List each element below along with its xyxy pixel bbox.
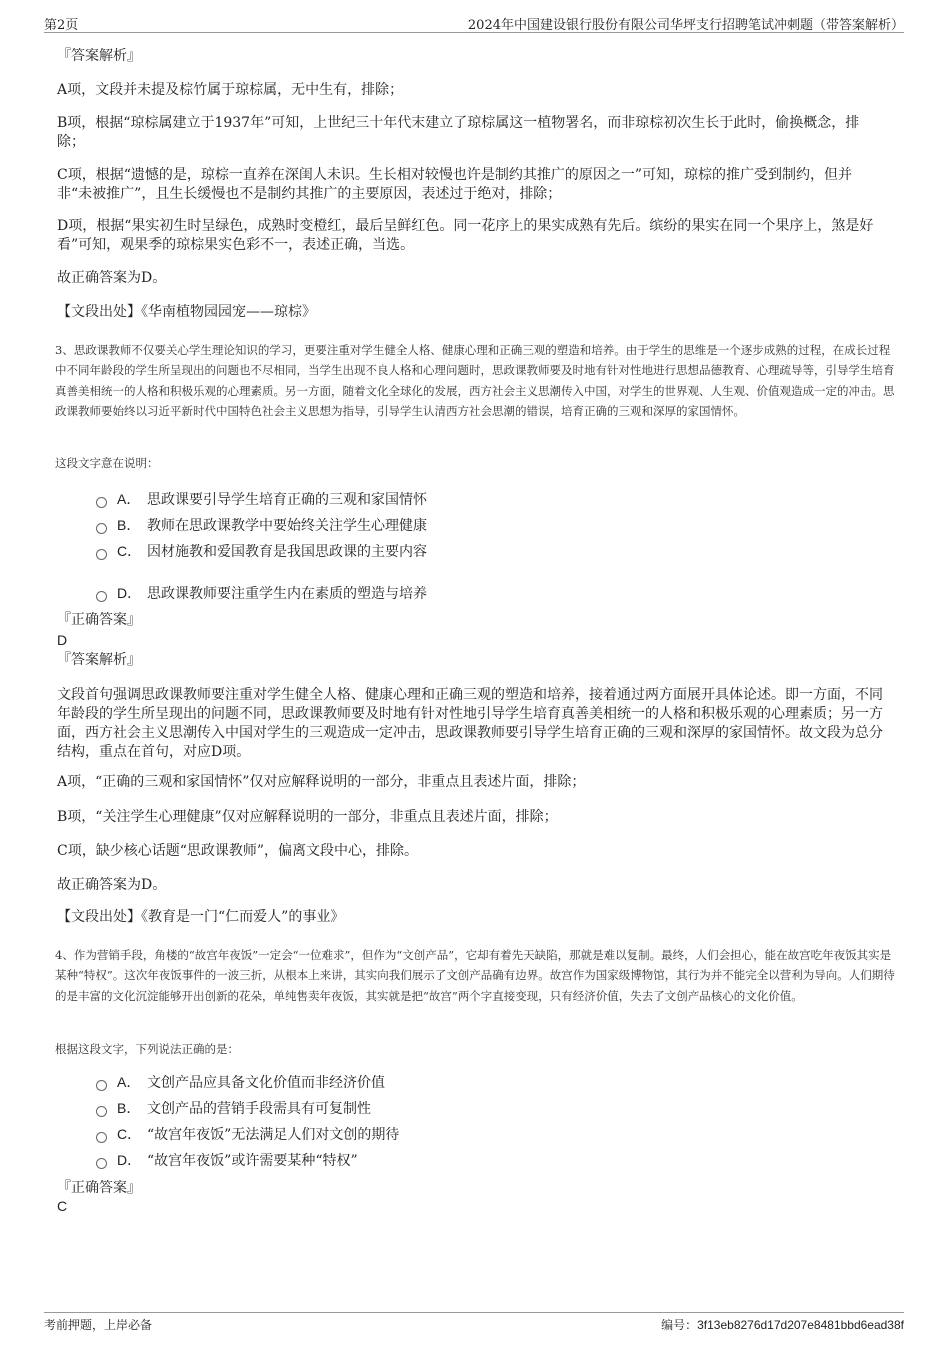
q3-analysis-b: B项，“关注学生心理健康”仅对应解释说明的一部分，非重点且表述片面，排除； [57, 809, 558, 825]
q4-passage: 4、作为营销手段，角楼的“故宫年夜饭”一定会“一位难求”，但作为“文创产品”，它却有着先天缺陷，那就是难以复制。最终，人们会担心，能在故宫吃年夜饭其实是某种“特权”。这次年夜饭事件的一波三折，从根本上来讲，其实向我们展示了文创产品确有边界。故宫作为国家级博物馆，其行为并不能完全以营利为导向。人们期待的是丰富的文化沉淀能够开出创新的花朵，单纯售卖年夜饭，其实就是把“故宫”两个字直接变现，只有经济价值，失去了文创产品核心的文化价值。 [55, 948, 895, 1003]
q3-answer: D [57, 632, 68, 648]
footer-code-value: 3f13eb8276d17d207e8481bbd6ead38f [697, 1318, 904, 1332]
q3-option-d[interactable]: D． 思政课教师要注重学生内在素质的塑造与培养 [96, 584, 427, 604]
q4-option-c[interactable]: C． “故宫年夜饭”无法满足人们对文创的期待 [96, 1125, 399, 1145]
footer-code-label: 编号： [661, 1318, 698, 1332]
q3-option-c[interactable]: C． 因材施教和爱国教育是我国思政课的主要内容 [96, 542, 427, 562]
page-header [44, 14, 904, 33]
q2-analysis-b: B项，根据“琼棕属建立于1937年”可知，上世纪三十年代末建立了琼棕属这一植物署名，而非琼棕初次生长于此时，偷换概念，排除； [57, 115, 860, 150]
q4-answer-label: 『正确答案』 [57, 1180, 141, 1196]
q3-analysis-label: 『答案解析』 [57, 652, 141, 668]
radio-icon[interactable] [96, 523, 107, 534]
q3-conclusion: 故正确答案为D。 [57, 877, 167, 893]
q2-source: 【文段出处】《华南植物园园宠——琼棕》 [57, 304, 316, 320]
q2-analysis-a: A项，文段并未提及棕竹属于琼棕属，无中生有，排除； [57, 82, 404, 98]
q4-option-d[interactable]: D． “故宫年夜饭”或许需要某种“特权” [96, 1151, 358, 1171]
document-title: 2024年中国建设银行股份有限公司华坪支行招聘笔试冲刺题（带答案解析） [467, 18, 904, 33]
radio-icon[interactable] [96, 1132, 107, 1143]
q3-option-a[interactable]: A． 思政课要引导学生培育正确的三观和家国情怀 [96, 490, 427, 510]
footer-code [661, 1316, 904, 1333]
q3-passage: 3、思政课教师不仅要关心学生理论知识的学习，更要注重对学生健全人格、健康心理和正确三观的塑造和培养。由于学生的思维是一个逐步成熟的过程，在成长过程中不同年龄段的学生所呈现出的问题也不尽相同，当学生出现不良人格和心理问题时，思政课教师要及时地有针对性地进行思想品德教育、心理疏导等，引导学生培育真善美相统一的人格和积极乐观的心理素质。另一方面，随着文化全球化的发展，西方社会主义思潮传入中国，对学生的世界观、人生观、价值观造成一定的冲击。思政课教师要始终以习近平新时代中国特色社会主义思想为指导，引导学生认清西方社会思潮的错误，培育正确的三观和深厚的家国情怀。 [55, 343, 895, 418]
q4-answer: C [57, 1198, 68, 1214]
q4-stem: 根据这段文字，下列说法正确的是： [55, 1042, 239, 1056]
radio-icon[interactable] [96, 497, 107, 508]
q3-analysis-c: C项，缺少核心话题“思政课教师”，偏离文段中心，排除。 [57, 843, 419, 859]
q2-conclusion: 故正确答案为D。 [57, 270, 167, 286]
footer-slogan: 考前押题，上岸必备 [44, 1318, 153, 1332]
radio-icon[interactable] [96, 591, 107, 602]
page-footer [44, 1312, 904, 1332]
q3-source: 【文段出处】《教育是一门“仁而爱人”的事业》 [57, 909, 345, 925]
radio-icon[interactable] [96, 1158, 107, 1169]
page-number: 第2页 [44, 18, 79, 33]
q4-option-b[interactable]: B． 文创产品的营销手段需具有可复制性 [96, 1099, 371, 1119]
q3-stem: 这段文字意在说明： [55, 456, 159, 470]
q3-analysis-text: 文段首句强调思政课教师要注重对学生健全人格、健康心理和正确三观的塑造和培养，接着通过两方面展开具体论述。即一方面，不同年龄段的学生所呈现出的问题不同，思政课教师要及时地有针对性地引导学生培育真善美相统一的人格和积极乐观的心理素质；另一方面，西方社会主义思潮传入中国对学生的三观造成一定冲击，思政课教师要引导学生培育正确的三观和深厚的家国情怀。故文段为总分结构，重点在首句，对应D项。 [57, 687, 883, 760]
q2-analysis-d: D项，根据“果实初生时呈绿色，成熟时变橙红，最后呈鲜红色。同一花序上的果实成熟有先后。缤纷的果实在同一个果序上，煞是好看”可知，观果季的琼棕果实色彩不一，表述正确，当选。 [57, 218, 874, 253]
q2-analysis-label: 『答案解析』 [57, 48, 141, 64]
radio-icon[interactable] [96, 1106, 107, 1117]
q3-answer-label: 『正确答案』 [57, 612, 141, 628]
q3-option-b[interactable]: B． 教师在思政课教学中要始终关注学生心理健康 [96, 516, 427, 536]
radio-icon[interactable] [96, 1080, 107, 1091]
q3-analysis-a: A项，“正确的三观和家国情怀”仅对应解释说明的一部分，非重点且表述片面，排除； [57, 774, 586, 790]
radio-icon[interactable] [96, 549, 107, 560]
q4-option-a[interactable]: A． 文创产品应具备文化价值而非经济价值 [96, 1073, 385, 1093]
q2-analysis-c: C项，根据“遗憾的是，琼棕一直养在深闺人未识。生长相对较慢也许是制约其推广的原因之一”可知，琼棕的推广受到制约，但并非“未被推广”，且生长缓慢也不是制约其推广的主要原因，表述过于绝对，排除； [57, 167, 853, 202]
